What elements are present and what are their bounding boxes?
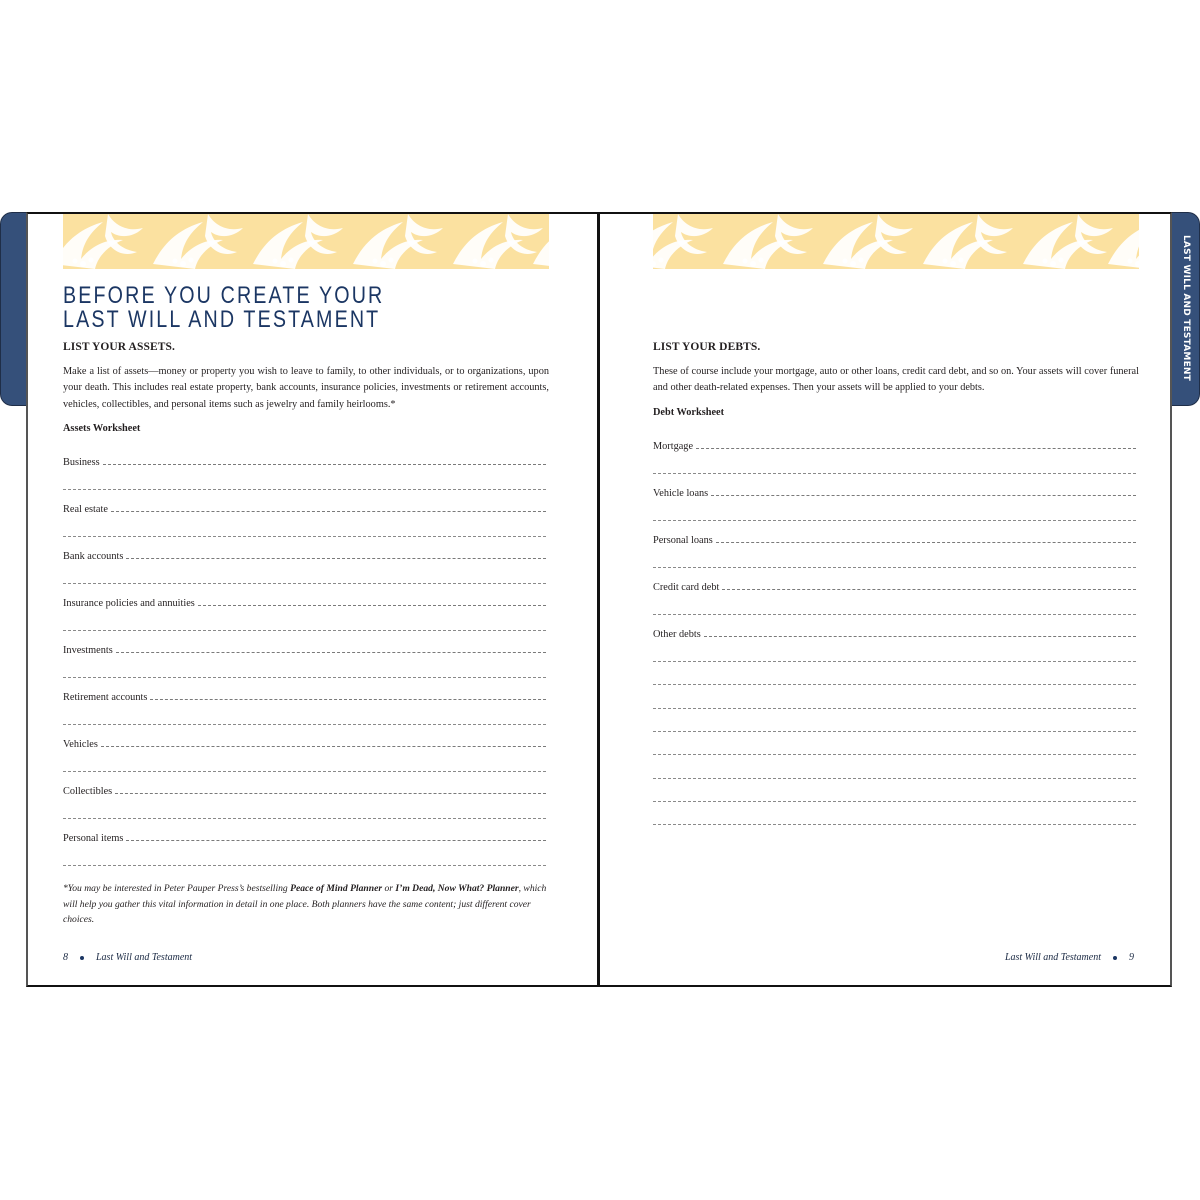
answer-line[interactable] [696,448,1136,449]
answer-line[interactable] [653,824,1136,825]
worksheet-row[interactable] [63,548,546,562]
floral-banner [653,214,1139,269]
worksheet-item-label: Personal items [63,833,124,844]
answer-line[interactable] [653,684,1136,685]
worksheet-row[interactable] [653,438,1136,452]
answer-line[interactable] [63,865,546,866]
title-line-1: BEFORE YOU CREATE YOUR [63,282,385,309]
worksheet-row[interactable] [63,736,546,750]
answer-line[interactable] [716,542,1136,543]
running-title: Last Will and Testament [96,952,193,963]
page-number: 8 [63,952,68,963]
answer-line[interactable] [111,511,546,512]
worksheet-item-label: Vehicles [63,739,98,750]
answer-line[interactable] [115,793,546,794]
worksheet-item-label: Other debts [653,629,701,640]
answer-line[interactable] [653,754,1136,755]
answer-line[interactable] [63,677,546,678]
footnote-book-title-2: I’m Dead, Now What? Planner [395,883,519,894]
assets-worksheet-title: Assets Worksheet [63,423,141,434]
worksheet-row[interactable] [63,642,546,656]
page-number: 9 [1129,952,1134,963]
answer-line[interactable] [722,589,1136,590]
worksheet-item-label: Vehicle loans [653,488,709,499]
answer-line[interactable] [653,708,1136,709]
answer-line[interactable] [653,567,1136,568]
worksheet-row[interactable] [653,626,1136,640]
right-folio [1005,952,1134,963]
worksheet-row[interactable] [63,501,546,515]
worksheet-item-label: Credit card debt [653,582,720,593]
answer-line[interactable] [63,724,546,725]
answer-line[interactable] [63,818,546,819]
worksheet-item-label: Bank accounts [63,551,124,562]
worksheet-item-label: Mortgage [653,441,694,452]
debts-section-heading: LIST YOUR DEBTS. [653,341,761,353]
answer-line[interactable] [63,630,546,631]
worksheet-row[interactable] [63,595,546,609]
worksheet-row[interactable] [63,454,546,468]
bullet-icon [80,956,84,960]
debts-intro-paragraph: These of course include your mortgage, auto or other loans, credit card debt, and so on. Your assets will cover funeral and other death-related expenses. Then your assets will be applied to your debts. [653,366,1139,394]
footnote-book-title-1: Peace of Mind Planner [290,883,383,894]
assets-section-heading: LIST YOUR ASSETS. [63,341,175,353]
debts-worksheet-title: Debt Worksheet [653,407,725,418]
worksheet-item-label: Business [63,457,100,468]
assets-intro-paragraph: Make a list of assets—money or property you wish to leave to family, to other individuals, or to organizations, upon your death. This includes real estate property, bank accounts, insurance policies, investments or retirement accounts, vehicles, collectibles, and personal items such as jewelry and family heirlooms.* [63,366,549,410]
answer-line[interactable] [653,520,1136,521]
answer-line[interactable] [653,778,1136,779]
worksheet-item-label: Investments [63,645,113,656]
footnote-text: , which will help you gather this vital information in detail in one place. Both planners have the same content; just different cover choices. [63,883,547,925]
answer-line[interactable] [653,614,1136,615]
answer-line[interactable] [704,636,1136,637]
page-title [63,284,384,332]
answer-line[interactable] [711,495,1136,496]
side-tab-label [1174,235,1198,381]
footnote-text: *You may be interested in Peter Pauper Press’s bestselling [63,883,291,894]
footnote [63,881,549,928]
bullet-icon [1113,956,1117,960]
answer-line[interactable] [198,605,546,606]
worksheet-item-label: Real estate [63,504,108,515]
left-folio [63,952,192,963]
answer-line[interactable] [63,583,546,584]
floral-banner [63,214,549,269]
right-page [600,212,1172,987]
answer-line[interactable] [63,536,546,537]
worksheet-item-label: Collectibles [63,786,113,797]
worksheet-row[interactable] [63,830,546,844]
title-line-2: LAST WILL AND TESTAMENT [63,306,381,333]
worksheet-row[interactable] [63,783,546,797]
footnote-text: or [382,883,396,894]
running-title: Last Will and Testament [1004,952,1101,963]
answer-line[interactable] [653,801,1136,802]
worksheet-row[interactable] [653,532,1136,546]
worksheet-item-label: Insurance policies and annuities [63,598,195,609]
answer-line[interactable] [101,746,546,747]
worksheet-row[interactable] [653,485,1136,499]
answer-line[interactable] [150,699,546,700]
side-tab-text: LAST WILL AND TESTAMENT [1181,235,1191,381]
left-page [26,212,598,987]
answer-line[interactable] [103,464,546,465]
answer-line[interactable] [63,771,546,772]
worksheet-row[interactable] [653,579,1136,593]
damask-pattern-icon [653,214,1139,269]
answer-line[interactable] [63,489,546,490]
answer-line[interactable] [126,840,546,841]
answer-line[interactable] [126,558,546,559]
worksheet-row[interactable] [63,689,546,703]
answer-line[interactable] [653,473,1136,474]
answer-line[interactable] [653,731,1136,732]
answer-line[interactable] [116,652,546,653]
worksheet-item-label: Retirement accounts [63,692,148,703]
answer-line[interactable] [653,661,1136,662]
worksheet-item-label: Personal loans [653,535,713,546]
damask-pattern-icon [63,214,549,269]
